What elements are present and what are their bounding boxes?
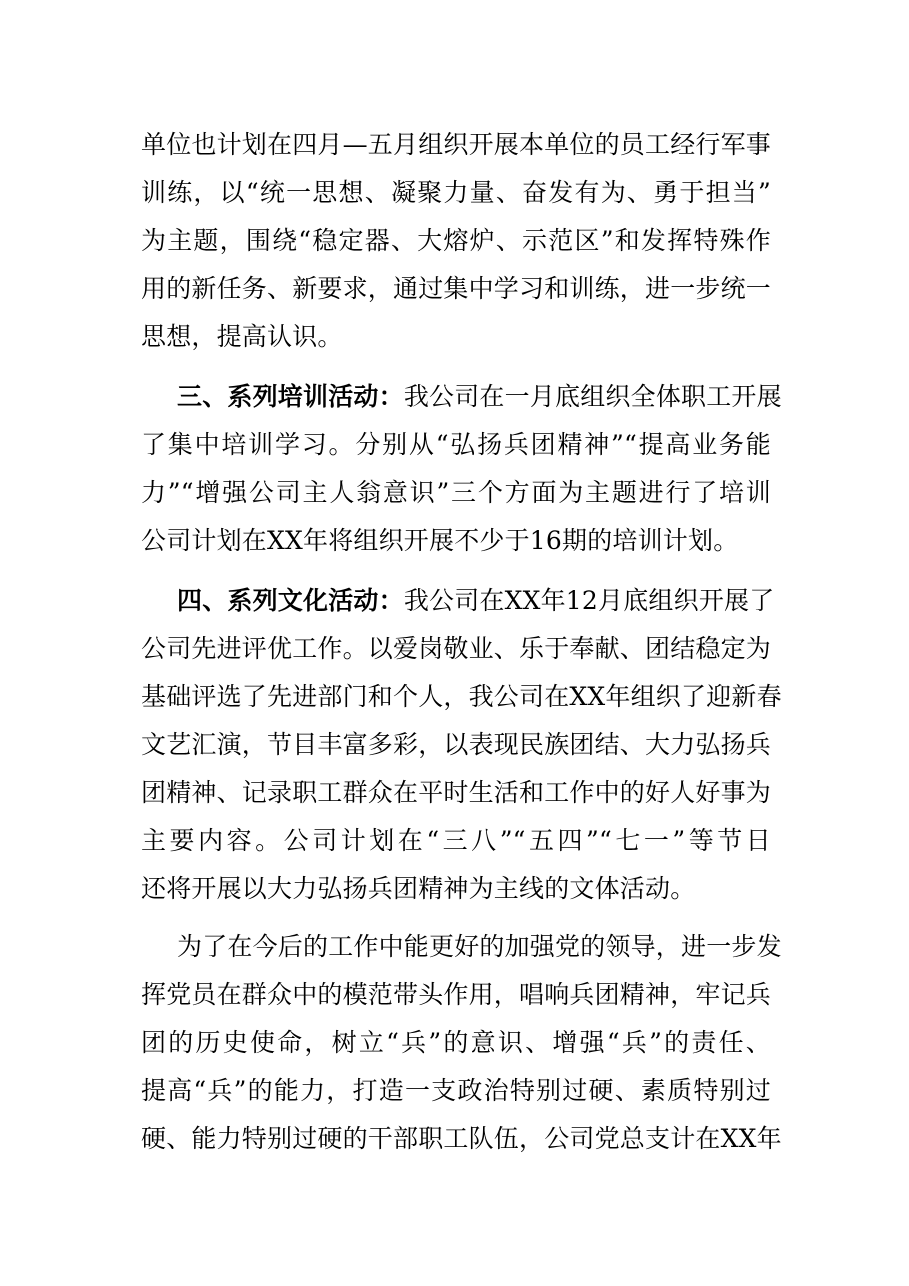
- text-line: 硬、能力特别过硬的干部职工队伍，公司党总支计在XX年: [141, 1124, 782, 1153]
- text-line: 文艺汇演，节目丰富多彩，以表现民族团结、大力弘扬兵: [141, 730, 772, 759]
- heading-followup-text: 我公司在一月底组织全体职工开展: [403, 382, 782, 411]
- text-line: 还将开展以大力弘扬兵团精神为主线的文体活动。: [141, 874, 696, 903]
- text-line: 了集中培训学习。分别从“弘扬兵团精神”“提高业务能: [141, 430, 771, 459]
- text-line: [177, 380, 782, 414]
- section-heading: 三、系列培训活动：: [177, 382, 404, 411]
- text-line: 公司先进评优工作。以爱岗敬业、乐于奉献、团结稳定为: [141, 634, 772, 663]
- text-line: 力”“增强公司主人翁意识”三个方面为主题进行了培训: [141, 478, 771, 507]
- text-line: 训练，以“统一思想、凝聚力量、奋发有为、勇于担当”: [141, 178, 771, 207]
- text-line: 基础评选了先进部门和个人，我公司在XX年组织了迎新春: [141, 682, 782, 711]
- text-line: 思想，提高认识。: [141, 322, 343, 351]
- text-line: 提高“兵”的能力，打造一支政治特别过硬、素质特别过: [141, 1076, 771, 1105]
- text-line: 团精神、记录职工群众在平时生活和工作中的好人好事为: [141, 778, 772, 807]
- text-line: 为了在今后的工作中能更好的加强党的领导，进一步发: [177, 932, 782, 961]
- text-line: [177, 584, 775, 618]
- text-line: 单位也计划在四月—五月组织开展本单位的员工经行军事: [141, 130, 772, 159]
- text-line: 主要内容。公司计划在“三八”“五四”“七一”等节日: [141, 826, 771, 855]
- text-line: 为主题，围绕“稳定器、大熔炉、示范区”和发挥特殊作: [141, 226, 771, 255]
- text-line: 挥党员在群众中的模范带头作用，唱响兵团精神，牢记兵: [141, 980, 772, 1009]
- heading-followup-text: 我公司在XX年12月底组织开展了: [403, 586, 775, 615]
- section-heading: 四、系列文化活动：: [177, 586, 404, 615]
- text-line: 团的历史使命，树立“兵”的意识、增强“兵”的责任、: [141, 1028, 771, 1057]
- text-line: 用的新任务、新要求，通过集中学习和训练，进一步统一: [141, 274, 772, 303]
- text-line: 公司计划在XX年将组织开展不少于16期的培训计划。: [141, 526, 739, 555]
